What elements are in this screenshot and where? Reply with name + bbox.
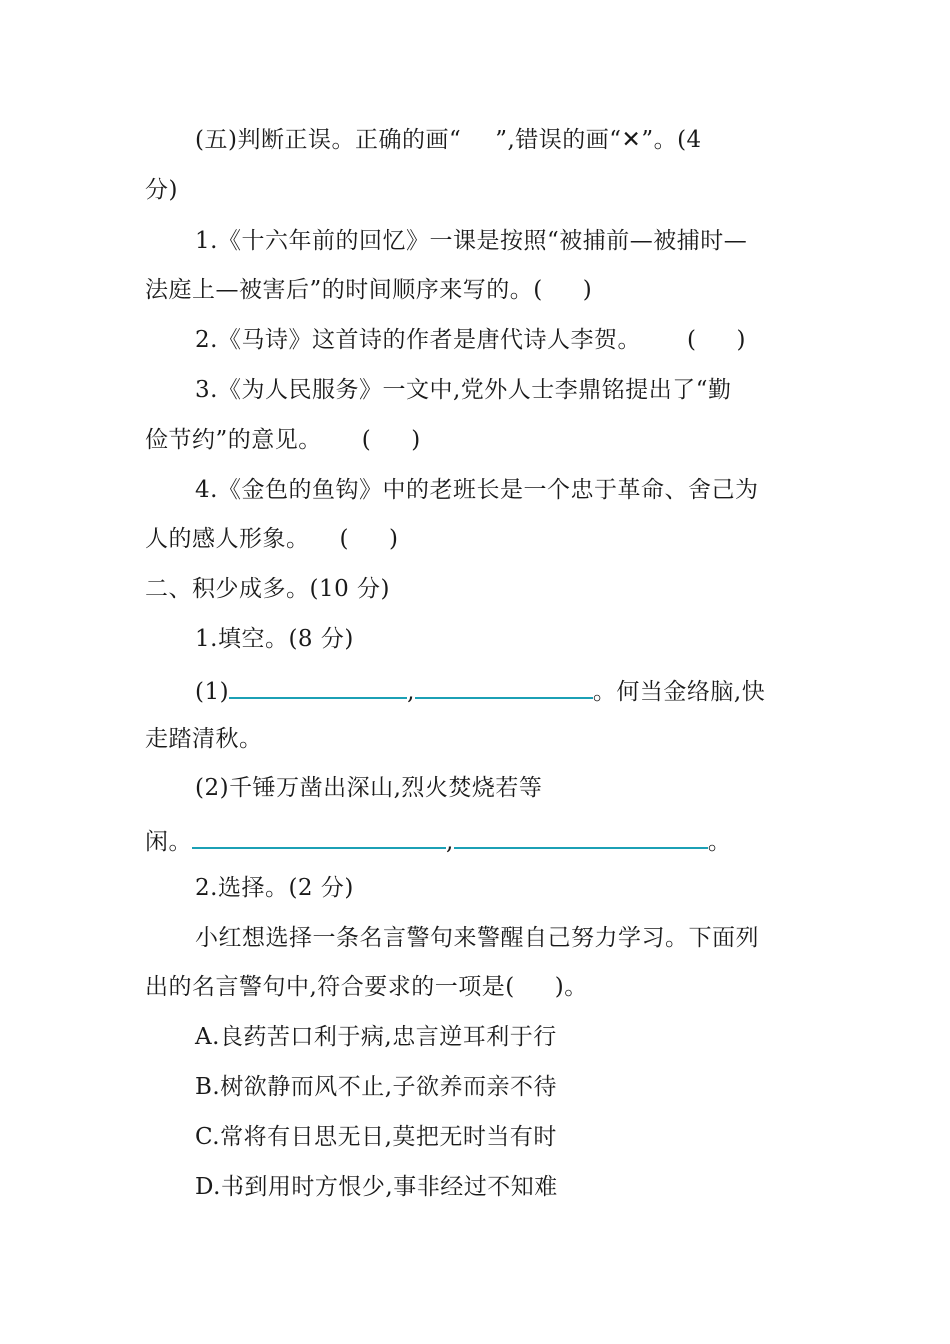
judge-item-4-cont: 人的感人形象。 ( ) bbox=[145, 526, 399, 552]
choice-option-d[interactable]: D.书到用时方恨少,事非经过不知难 bbox=[195, 1174, 558, 1200]
part2-heading: 二、积少成多。(10 分) bbox=[145, 576, 391, 602]
fill-blank-1[interactable] bbox=[229, 673, 407, 699]
choice-option-b[interactable]: B.树欲静而风不止,子欲养而亲不待 bbox=[195, 1074, 558, 1100]
judge-item-2: 2.《马诗》这首诗的作者是唐代诗人李贺。 ( ) bbox=[195, 327, 746, 353]
fill-sub1-cont: 走踏清秋。 bbox=[145, 726, 263, 752]
choice-question-title: 2.选择。(2 分) bbox=[195, 875, 354, 901]
choice-option-a[interactable]: A.良药苦口利于病,忠言逆耳利于行 bbox=[195, 1024, 557, 1050]
judge-item-4: 4.《金色的鱼钩》中的老班长是一个忠于革命、舍己为 bbox=[195, 477, 759, 503]
judge-item-3: 3.《为人民服务》一文中,党外人士李鼎铭提出了“勤 bbox=[195, 377, 732, 403]
judge-item-1-cont: 法庭上—被害后”的时间顺序来写的。( ) bbox=[145, 277, 593, 303]
fill-blank-3[interactable] bbox=[192, 823, 446, 849]
fill-blank-4[interactable] bbox=[454, 823, 708, 849]
fill-blank-2[interactable] bbox=[415, 673, 593, 699]
choice-stem-cont: 出的名言警句中,符合要求的一项是( )。 bbox=[145, 974, 588, 1000]
fill-question-title: 1.填空。(8 分) bbox=[195, 626, 354, 652]
section5-instruction-cont: 分) bbox=[145, 177, 178, 203]
choice-stem: 小红想选择一条名言警句来警醒自己努力学习。下面列 bbox=[195, 925, 759, 951]
choice-option-c[interactable]: C.常将有日思无日,莫把无时当有时 bbox=[195, 1124, 557, 1150]
fill-sub2: (2)千锤万凿出深山,烈火焚烧若等 bbox=[195, 775, 543, 801]
judge-item-1: 1.《十六年前的回忆》一课是按照“被捕前—被捕时— bbox=[195, 228, 748, 254]
judge-item-3-cont: 俭节约”的意见。 ( ) bbox=[145, 427, 421, 453]
section5-instruction: (五)判断正误。正确的画“ ”,错误的画“✕”。(4 bbox=[195, 127, 702, 153]
fill-sub2-cont: 闲。 , 。 bbox=[145, 823, 815, 855]
fill-sub1: (1) , 。何当金络脑,快 bbox=[195, 673, 815, 705]
